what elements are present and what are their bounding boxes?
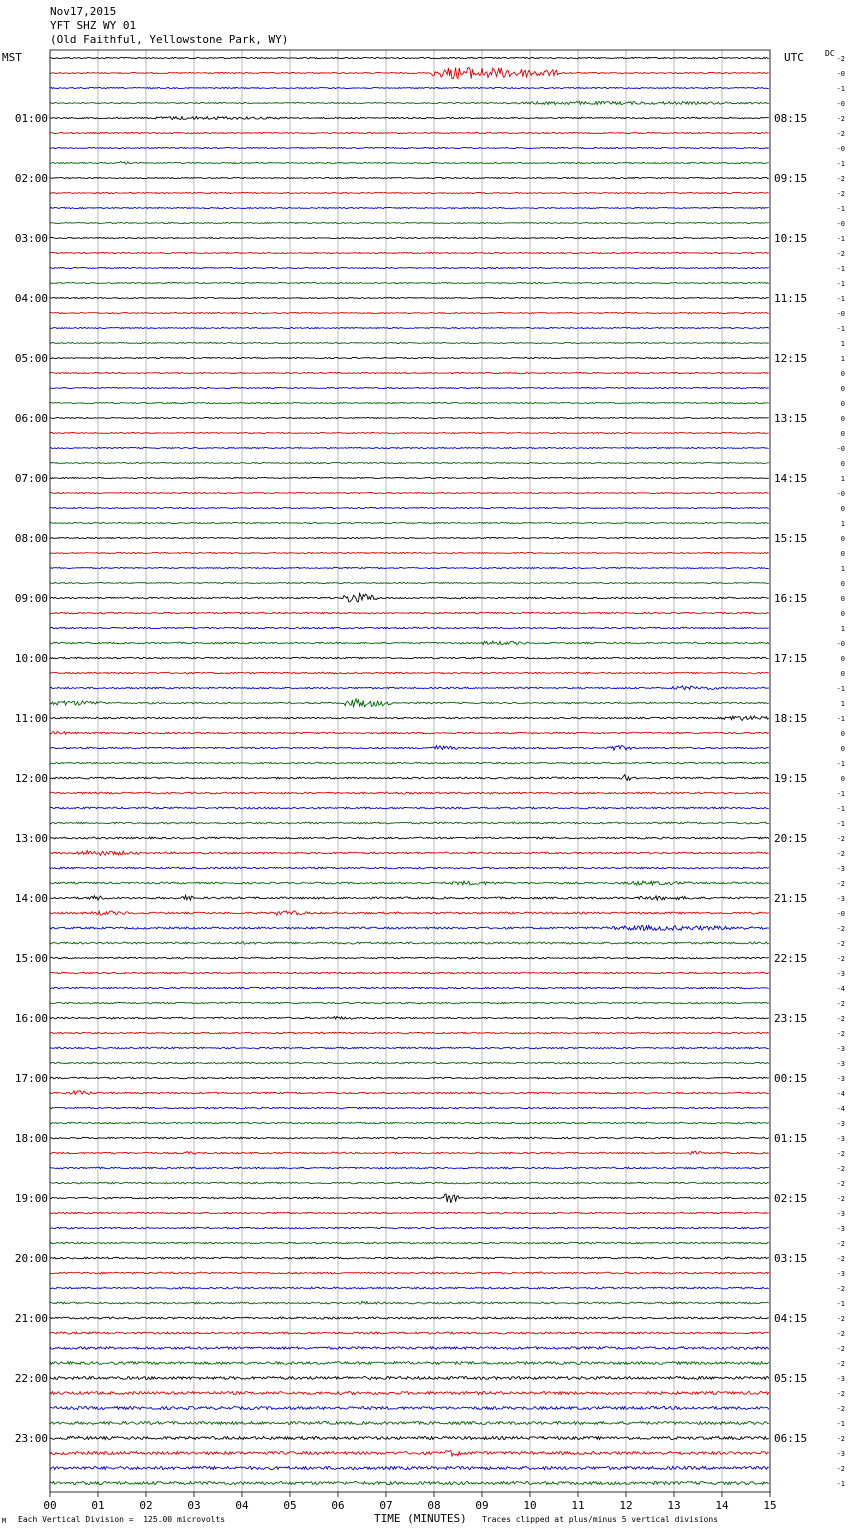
location-label: (Old Faithful, Yellowstone Park, WY): [50, 33, 289, 46]
date-label: Nov17,2015: [50, 5, 117, 18]
trace-row-93: [50, 1451, 769, 1456]
utc-label-17:15: 17:15: [774, 652, 808, 665]
trace-row-0: [50, 57, 769, 58]
mst-label-03:00: 03:00: [14, 232, 48, 245]
dc-offset-row-51: -1: [836, 820, 845, 828]
dc-header-label: DC: [825, 49, 835, 58]
dc-offset-row-52: -2: [836, 835, 845, 843]
dc-offset-row-37: 0: [840, 610, 845, 618]
utc-label-10:15: 10:15: [774, 232, 808, 245]
trace-row-92: [50, 1436, 769, 1439]
dc-offset-row-1: -0: [836, 70, 845, 78]
trace-row-46: [50, 746, 769, 751]
dc-offset-row-15: -1: [836, 280, 845, 288]
trace-row-10: [50, 207, 769, 208]
trace-row-16: [50, 297, 769, 298]
dc-offset-row-65: -2: [836, 1030, 845, 1038]
dc-offset-row-7: -1: [836, 160, 845, 168]
trace-row-85: [50, 1332, 769, 1334]
trace-row-91: [50, 1422, 769, 1425]
dc-offset-row-20: 1: [840, 355, 845, 363]
dc-offset-row-25: 0: [840, 430, 845, 438]
trace-row-51: [50, 822, 769, 824]
utc-label-08:15: 08:15: [774, 112, 808, 125]
right-timezone-label: UTC: [784, 51, 804, 64]
dc-offset-row-40: 0: [840, 655, 845, 663]
trace-row-50: [50, 807, 769, 809]
trace-row-49: [50, 792, 769, 794]
trace-row-79: [50, 1242, 769, 1244]
utc-label-12:15: 12:15: [774, 352, 808, 365]
mst-label-09:00: 09:00: [14, 592, 48, 605]
trace-row-6: [50, 147, 769, 148]
trace-row-80: [50, 1257, 769, 1259]
dc-offset-row-94: -2: [836, 1465, 845, 1473]
mst-label-11:00: 11:00: [14, 712, 48, 725]
x-tick-label-07: 07: [379, 1499, 393, 1512]
trace-row-95: [50, 1481, 769, 1484]
trace-row-55: [50, 881, 769, 885]
dc-offset-row-2: -1: [836, 85, 845, 93]
dc-offset-row-16: -1: [836, 295, 845, 303]
mst-label-19:00: 19:00: [14, 1192, 48, 1205]
dc-offset-row-17: -0: [836, 310, 845, 318]
trace-row-59: [50, 942, 769, 945]
trace-row-22: [50, 387, 769, 388]
dc-offset-row-92: -2: [836, 1435, 845, 1443]
trace-row-9: [50, 192, 769, 193]
trace-row-53: [50, 851, 769, 856]
trace-row-43: [50, 699, 769, 707]
trace-row-1: [50, 67, 769, 78]
trace-row-8: [50, 177, 769, 178]
dc-offset-row-41: 0: [840, 670, 845, 678]
dc-offset-row-90: -2: [836, 1405, 845, 1413]
dc-offset-row-4: -2: [836, 115, 845, 123]
dc-offset-row-32: 0: [840, 535, 845, 543]
trace-row-34: [50, 567, 769, 568]
trace-row-14: [50, 267, 769, 268]
utc-label-22:15: 22:15: [774, 952, 808, 965]
trace-row-90: [50, 1407, 769, 1410]
trace-row-73: [50, 1151, 769, 1154]
plot-border: [50, 50, 770, 1492]
dc-offset-row-68: -3: [836, 1075, 845, 1083]
dc-offset-row-36: 0: [840, 595, 845, 603]
x-axis-ticks: [43, 1492, 776, 1512]
dc-offset-row-85: -2: [836, 1330, 845, 1338]
dc-offset-row-86: -2: [836, 1345, 845, 1353]
dc-offset-row-74: -2: [836, 1165, 845, 1173]
trace-row-89: [50, 1392, 769, 1395]
trace-row-36: [50, 593, 769, 601]
dc-offset-row-77: -3: [836, 1210, 845, 1218]
station-label: YFT SHZ WY 01: [50, 19, 137, 32]
utc-hour-labels: [774, 112, 807, 1445]
dc-offset-row-63: -2: [836, 1000, 845, 1008]
trace-row-82: [50, 1287, 769, 1289]
dc-offset-row-47: -1: [836, 760, 845, 768]
trace-row-68: [50, 1077, 769, 1079]
dc-offset-row-33: 0: [840, 550, 845, 558]
dc-offset-row-72: -3: [836, 1135, 845, 1143]
trace-row-42: [50, 686, 769, 690]
trace-row-78: [50, 1227, 769, 1229]
trace-row-31: [50, 522, 769, 523]
trace-row-54: [50, 867, 769, 869]
x-tick-label-14: 14: [715, 1499, 729, 1512]
dc-offset-row-71: -3: [836, 1120, 845, 1128]
mst-hour-labels: [15, 112, 48, 1445]
x-tick-label-13: 13: [667, 1499, 681, 1512]
trace-row-61: [50, 972, 769, 974]
trace-row-65: [50, 1032, 769, 1034]
dc-offset-row-10: -1: [836, 205, 845, 213]
trace-row-5: [50, 132, 769, 133]
trace-row-48: [50, 775, 769, 781]
utc-label-14:15: 14:15: [774, 472, 808, 485]
trace-row-23: [50, 402, 769, 403]
trace-row-87: [50, 1362, 769, 1365]
trace-row-40: [50, 657, 769, 659]
trace-row-13: [50, 252, 769, 253]
trace-row-86: [50, 1347, 769, 1350]
dc-offset-row-93: -3: [836, 1450, 845, 1458]
dc-offset-row-44: -1: [836, 715, 845, 723]
dc-offset-row-23: 0: [840, 400, 845, 408]
dc-offset-row-27: 0: [840, 460, 845, 468]
trace-row-63: [50, 1002, 769, 1004]
trace-row-45: [50, 731, 769, 734]
trace-row-24: [50, 417, 769, 418]
trace-row-21: [50, 372, 769, 373]
clip-note: Traces clipped at plus/minus 5 vertical divisions: [482, 1515, 719, 1524]
dc-offset-row-78: -3: [836, 1225, 845, 1233]
trace-row-74: [50, 1167, 769, 1169]
trace-row-29: [50, 492, 769, 493]
x-tick-label-11: 11: [571, 1499, 585, 1512]
dc-offset-row-34: 1: [840, 565, 845, 573]
mst-label-08:00: 08:00: [14, 532, 48, 545]
dc-offset-row-58: -2: [836, 925, 845, 933]
trace-row-81: [50, 1272, 769, 1274]
dc-offset-row-42: -1: [836, 685, 845, 693]
trace-row-84: [50, 1317, 769, 1319]
mst-label-01:00: 01:00: [14, 112, 48, 125]
utc-label-23:15: 23:15: [774, 1012, 808, 1025]
dc-offset-row-79: -2: [836, 1240, 845, 1248]
dc-offset-row-67: -3: [836, 1060, 845, 1068]
dc-offset-row-88: -3: [836, 1375, 845, 1383]
utc-label-13:15: 13:15: [774, 412, 808, 425]
mst-label-06:00: 06:00: [14, 412, 48, 425]
trace-row-72: [50, 1137, 769, 1139]
trace-row-58: [50, 925, 769, 930]
dc-offset-row-76: -2: [836, 1195, 845, 1203]
trace-row-26: [50, 447, 769, 448]
trace-row-37: [50, 612, 769, 614]
dc-offset-row-95: -1: [836, 1480, 845, 1488]
utc-label-20:15: 20:15: [774, 832, 808, 845]
dc-offset-row-64: -2: [836, 1015, 845, 1023]
trace-row-33: [50, 552, 769, 553]
trace-row-30: [50, 507, 769, 508]
mst-label-04:00: 04:00: [14, 292, 48, 305]
dc-offset-row-26: -0: [836, 445, 845, 453]
dc-offset-row-73: -2: [836, 1150, 845, 1158]
x-tick-label-15: 15: [763, 1499, 777, 1512]
trace-row-47: [50, 762, 769, 764]
utc-label-00:15: 00:15: [774, 1072, 808, 1085]
dc-offset-row-57: -0: [836, 910, 845, 918]
trace-row-7: [50, 161, 769, 164]
utc-label-18:15: 18:15: [774, 712, 808, 725]
trace-row-12: [50, 237, 769, 238]
utc-label-21:15: 21:15: [774, 892, 808, 905]
dc-offset-row-39: -0: [836, 640, 845, 648]
seismic-traces: [50, 57, 769, 1484]
trace-row-11: [50, 222, 769, 223]
trace-row-83: [50, 1301, 769, 1304]
trace-row-64: [50, 1016, 769, 1019]
trace-row-27: [50, 462, 769, 463]
utc-label-03:15: 03:15: [774, 1252, 808, 1265]
scale-note: Each Vertical Division = 125.00 microvolts: [18, 1515, 226, 1524]
trace-row-66: [50, 1047, 769, 1049]
mst-label-20:00: 20:00: [14, 1252, 48, 1265]
dc-offset-labels: [837, 55, 845, 1488]
dc-offset-row-9: -2: [836, 190, 845, 198]
x-tick-label-12: 12: [619, 1499, 633, 1512]
mst-label-05:00: 05:00: [14, 352, 48, 365]
dc-offset-row-46: 0: [840, 745, 845, 753]
left-timezone-label: MST: [2, 51, 22, 64]
trace-row-71: [50, 1122, 769, 1124]
mst-label-15:00: 15:00: [14, 952, 48, 965]
trace-row-18: [50, 327, 769, 328]
trace-row-57: [50, 911, 769, 915]
dc-offset-row-50: -1: [836, 805, 845, 813]
dc-offset-row-38: 1: [840, 625, 845, 633]
dc-offset-row-30: 0: [840, 505, 845, 513]
trace-row-88: [50, 1377, 769, 1380]
plot-frame: [50, 50, 770, 1492]
dc-offset-row-28: 1: [840, 475, 845, 483]
dc-offset-row-31: 1: [840, 520, 845, 528]
trace-row-77: [50, 1212, 769, 1214]
dc-offset-row-35: 0: [840, 580, 845, 588]
x-tick-label-01: 01: [91, 1499, 105, 1512]
mst-label-17:00: 17:00: [14, 1072, 48, 1085]
mst-label-02:00: 02:00: [14, 172, 48, 185]
dc-offset-row-87: -2: [836, 1360, 845, 1368]
trace-row-70: [50, 1107, 769, 1109]
dc-offset-row-82: -2: [836, 1285, 845, 1293]
trace-row-35: [50, 582, 769, 583]
dc-offset-row-45: 0: [840, 730, 845, 738]
mst-label-07:00: 07:00: [14, 472, 48, 485]
mst-label-23:00: 23:00: [14, 1432, 48, 1445]
mst-label-16:00: 16:00: [14, 1012, 48, 1025]
dc-offset-row-56: -3: [836, 895, 845, 903]
dc-offset-row-70: -4: [836, 1105, 845, 1113]
dc-offset-row-18: -1: [836, 325, 845, 333]
trace-row-17: [50, 312, 769, 313]
dc-offset-row-12: -1: [836, 235, 845, 243]
trace-row-52: [50, 837, 769, 839]
mst-label-14:00: 14:00: [14, 892, 48, 905]
utc-label-01:15: 01:15: [774, 1132, 808, 1145]
dc-offset-row-61: -3: [836, 970, 845, 978]
trace-row-19: [50, 342, 769, 343]
dc-offset-row-59: -2: [836, 940, 845, 948]
trace-row-62: [50, 987, 769, 989]
trace-row-67: [50, 1062, 769, 1064]
x-tick-label-04: 04: [235, 1499, 249, 1512]
trace-row-4: [50, 116, 769, 119]
utc-label-19:15: 19:15: [774, 772, 808, 785]
dc-offset-row-29: -0: [836, 490, 845, 498]
dc-offset-row-55: -2: [836, 880, 845, 888]
utc-label-16:15: 16:15: [774, 592, 808, 605]
dc-offset-row-84: -2: [836, 1315, 845, 1323]
trace-row-20: [50, 357, 769, 358]
x-tick-label-05: 05: [283, 1499, 297, 1512]
dc-offset-row-66: -3: [836, 1045, 845, 1053]
trace-row-2: [50, 87, 769, 88]
utc-label-06:15: 06:15: [774, 1432, 808, 1445]
dc-offset-row-0: -2: [836, 55, 845, 63]
dc-offset-row-13: -2: [836, 250, 845, 258]
dc-offset-row-5: -2: [836, 130, 845, 138]
trace-row-75: [50, 1182, 769, 1184]
mst-label-13:00: 13:00: [14, 832, 48, 845]
trace-row-41: [50, 672, 769, 674]
dc-offset-row-80: -2: [836, 1255, 845, 1263]
dc-offset-row-6: -0: [836, 145, 845, 153]
dc-offset-row-11: -0: [836, 220, 845, 228]
mst-label-22:00: 22:00: [14, 1372, 48, 1385]
logo-mark: M: [2, 1517, 7, 1525]
utc-label-02:15: 02:15: [774, 1192, 808, 1205]
dc-offset-row-22: 0: [840, 385, 845, 393]
trace-row-38: [50, 627, 769, 629]
utc-label-05:15: 05:15: [774, 1372, 808, 1385]
dc-offset-row-24: 0: [840, 415, 845, 423]
utc-label-11:15: 11:15: [774, 292, 808, 305]
dc-offset-row-21: 0: [840, 370, 845, 378]
dc-offset-row-83: -1: [836, 1300, 845, 1308]
trace-row-3: [50, 101, 769, 104]
x-tick-label-10: 10: [523, 1499, 537, 1512]
x-tick-label-08: 08: [427, 1499, 441, 1512]
x-tick-label-02: 02: [139, 1499, 153, 1512]
trace-row-60: [50, 957, 769, 959]
trace-row-56: [50, 895, 769, 900]
dc-offset-row-89: -2: [836, 1390, 845, 1398]
trace-row-15: [50, 282, 769, 283]
x-tick-label-03: 03: [187, 1499, 201, 1512]
trace-row-94: [50, 1466, 769, 1469]
mst-label-12:00: 12:00: [14, 772, 48, 785]
dc-offset-row-49: -1: [836, 790, 845, 798]
dc-offset-row-14: -1: [836, 265, 845, 273]
dc-offset-row-54: -3: [836, 865, 845, 873]
dc-offset-row-81: -3: [836, 1270, 845, 1278]
x-tick-label-00: 00: [43, 1499, 57, 1512]
dc-offset-row-53: -2: [836, 850, 845, 858]
dc-offset-row-43: 1: [840, 700, 845, 708]
dc-offset-row-48: 0: [840, 775, 845, 783]
mst-label-18:00: 18:00: [14, 1132, 48, 1145]
time-grid: [50, 50, 770, 1492]
dc-offset-row-3: -0: [836, 100, 845, 108]
dc-offset-row-91: -1: [836, 1420, 845, 1428]
mst-label-10:00: 10:00: [14, 652, 48, 665]
dc-offset-row-19: 1: [840, 340, 845, 348]
dc-offset-row-8: -2: [836, 175, 845, 183]
dc-offset-row-60: -2: [836, 955, 845, 963]
mst-label-21:00: 21:00: [14, 1312, 48, 1325]
trace-row-44: [50, 716, 769, 720]
x-tick-label-06: 06: [331, 1499, 345, 1512]
trace-row-32: [50, 537, 769, 538]
trace-row-39: [50, 641, 769, 645]
utc-label-09:15: 09:15: [774, 172, 808, 185]
trace-row-69: [50, 1091, 769, 1095]
x-axis-title: TIME (MINUTES): [374, 1512, 467, 1525]
x-tick-label-09: 09: [475, 1499, 489, 1512]
utc-label-04:15: 04:15: [774, 1312, 808, 1325]
dc-offset-row-75: -2: [836, 1180, 845, 1188]
dc-offset-row-62: -4: [836, 985, 845, 993]
dc-offset-row-69: -4: [836, 1090, 845, 1098]
trace-row-28: [50, 477, 769, 478]
utc-label-15:15: 15:15: [774, 532, 808, 545]
trace-row-25: [50, 432, 769, 433]
trace-row-76: [50, 1194, 769, 1203]
